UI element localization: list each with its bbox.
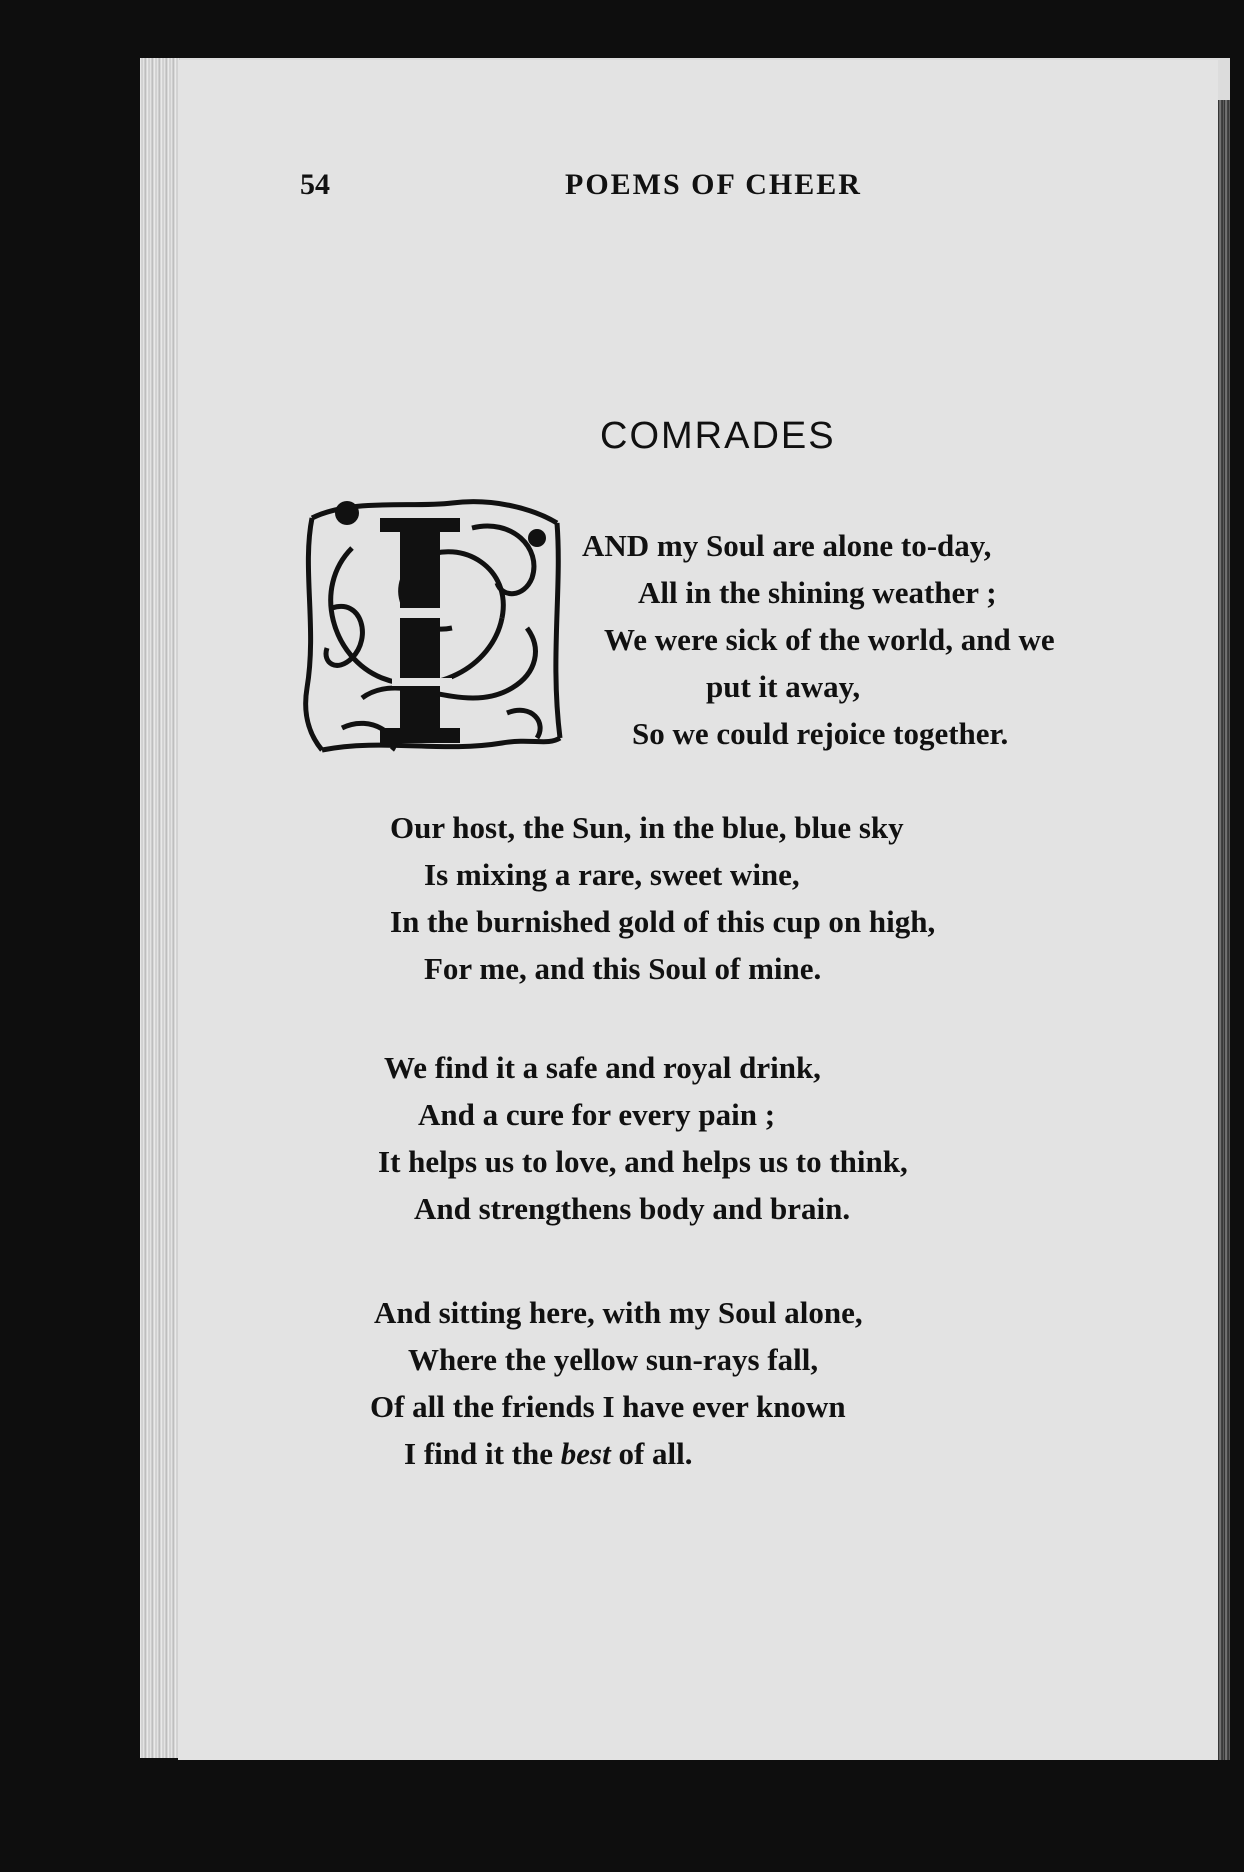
poem-line: And strengthens body and brain. xyxy=(414,1191,851,1226)
poem-line: put it away, xyxy=(706,669,861,704)
poem-line: Where the yellow sun-rays fall, xyxy=(408,1342,819,1377)
running-head xyxy=(300,168,920,208)
page-stack-edge xyxy=(140,58,180,1758)
poem-line: AND my Soul are alone to-day, xyxy=(582,528,992,563)
poem-line: So we could rejoice together. xyxy=(632,716,1009,751)
emphasized-word: best xyxy=(560,1436,611,1471)
page-right-edge xyxy=(1218,100,1230,1760)
poem-line-part: I find it the xyxy=(404,1436,561,1471)
poem-line: For me, and this Soul of mine. xyxy=(424,951,822,986)
poem-line: It helps us to love, and helps us to think, xyxy=(378,1144,908,1179)
poem-line: And a cure for every pain ; xyxy=(418,1097,776,1132)
poem-line: All in the shining weather ; xyxy=(638,575,997,610)
poem-line-part: of all. xyxy=(610,1436,693,1471)
poem-title: COMRADES xyxy=(600,415,836,457)
poem-line: In the burnished gold of this cup on high, xyxy=(390,904,936,939)
poem-line: We were sick of the world, and we xyxy=(604,622,1055,657)
poem-line: Of all the friends I have ever known xyxy=(370,1389,846,1424)
poem-line: Our host, the Sun, in the blue, blue sky xyxy=(390,810,904,845)
poem-line: We find it a safe and royal drink, xyxy=(384,1050,821,1085)
poem-line: And sitting here, with my Soul alone, xyxy=(374,1295,863,1330)
poem-line: Is mixing a rare, sweet wine, xyxy=(424,857,800,892)
page-number: 54 xyxy=(300,168,330,201)
decorated-initial-letter xyxy=(292,488,568,756)
poem-line xyxy=(404,1436,693,1472)
book-title: POEMS OF CHEER xyxy=(565,168,862,201)
